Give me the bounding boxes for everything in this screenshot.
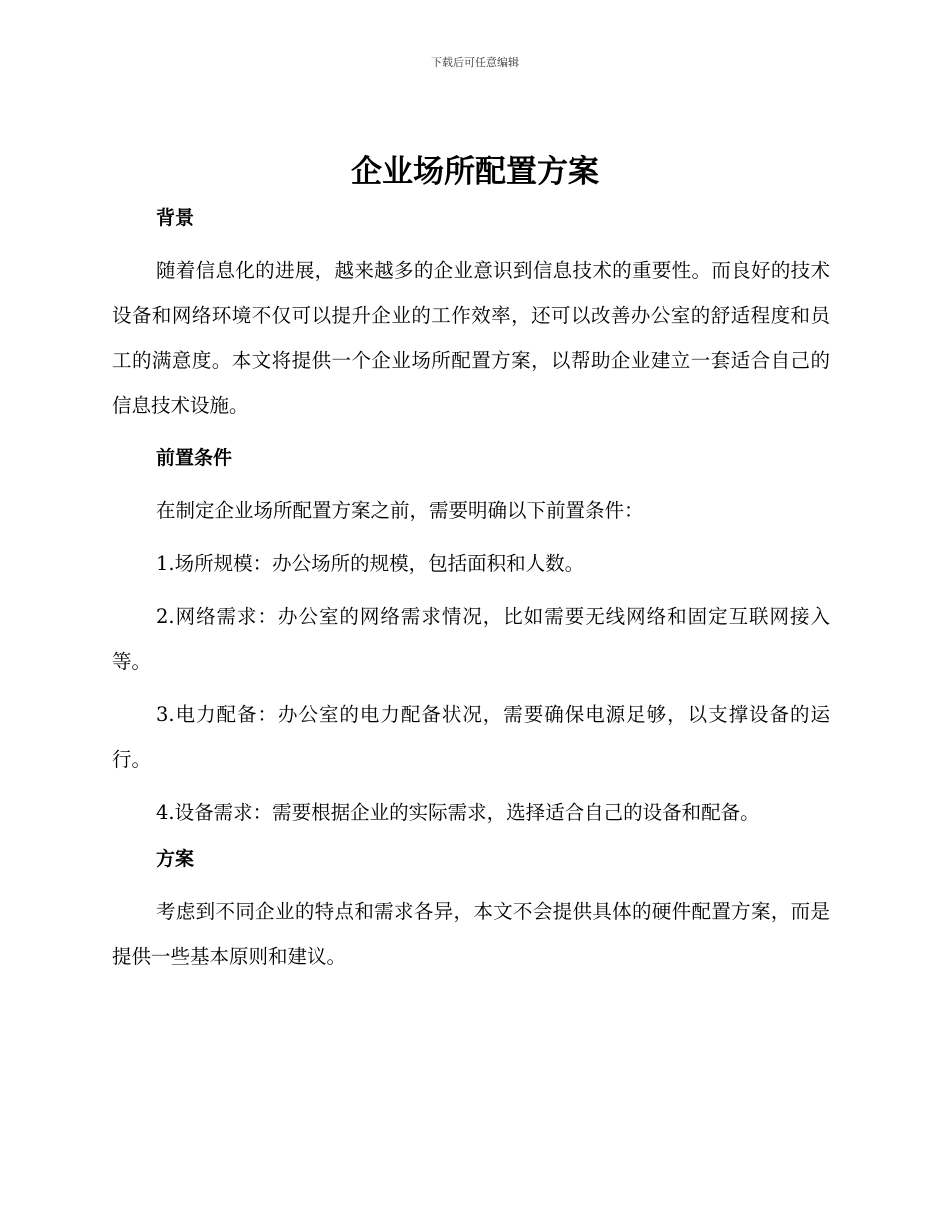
section-heading-preconditions: 前置条件 [156,447,233,469]
preconditions-intro: 在制定企业场所配置方案之前，需要明确以下前置条件： [156,499,644,522]
header-note: 下载后可任意编辑 [431,56,519,69]
precondition-item-4: 4.设备需求：需要根据企业的实际需求，选择适合自己的设备和配备。 [156,801,760,824]
section-heading-background: 背景 [156,207,195,229]
precondition-item-2: 2.网络需求：办公室的网络需求情况，比如需要无线网络和固定互联网接入等。 [112,605,830,673]
precondition-item-3: 3.电力配备：办公室的电力配备状况，需要确保电源足够，以支撑设备的运行。 [112,703,830,771]
document-title: 企业场所配置方案 [351,154,599,190]
document-body [112,202,830,979]
plan-paragraph: 考虑到不同企业的特点和需求各异，本文不会提供具体的硬件配置方案，而是提供一些基本原则和建议。 [112,900,830,968]
background-paragraph: 随着信息化的进展，越来越多的企业意识到信息技术的重要性。而良好的技术设备和网络环境不仅可以提升企业的工作效率，还可以改善办公室的舒适程度和员工的满意度。本文将提供一个企业场所配置方案，以帮助企业建立一套适合自己的信息技术设施。 [112,259,830,417]
precondition-item-1: 1.场所规模：办公场所的规模，包括面积和人数。 [156,552,585,575]
section-heading-plan: 方案 [156,848,195,870]
